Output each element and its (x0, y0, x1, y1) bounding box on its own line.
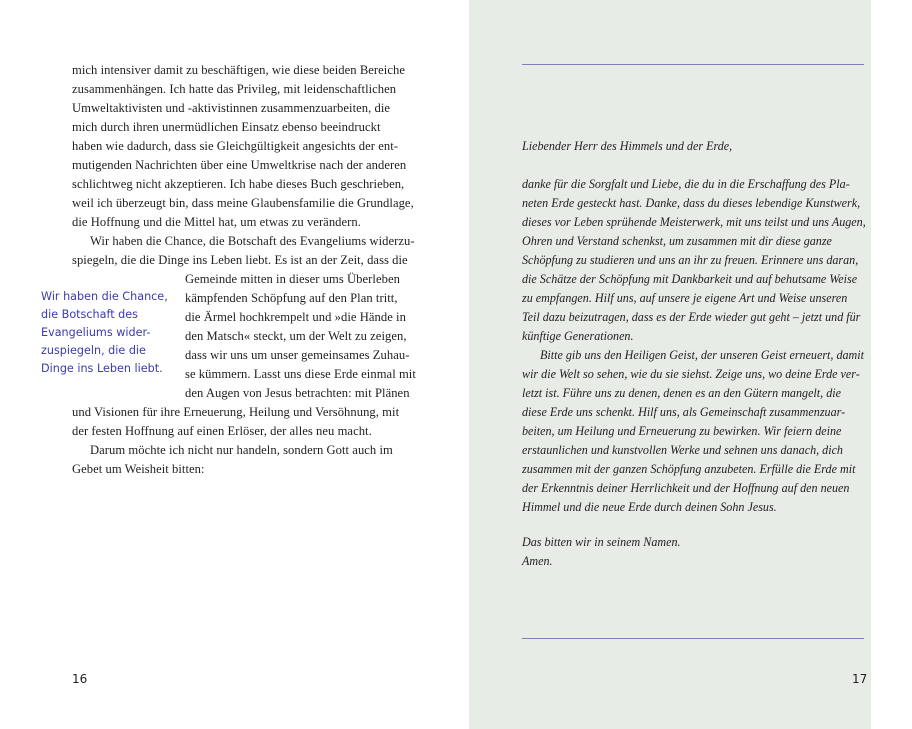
prayer-line: erstaunlichen und kunstvollen Werke und sehnen uns danach, dich (522, 443, 843, 457)
body-line: mutigenden Nachrichten über eine Umweltkrise nach der anderen (72, 158, 407, 172)
body-line: weil ich überzeugt bin, dass meine Glaubensfamilie die Grundlage, (72, 196, 414, 210)
closing-amen: Amen. (522, 554, 553, 568)
prayer-line: Schöpfung zu studieren und uns an ihr zu freuen. Erinnere uns daran, (522, 253, 859, 267)
prayer-line: Bitte gib uns den Heiligen Geist, der unseren Geist erneuert, damit (540, 348, 865, 362)
pull-quote-line: Evangeliums wider- (41, 326, 151, 339)
page-number-left: 16 (72, 672, 88, 686)
prayer-line: zusammen mit der ganzen Schöpfung anzubeten. Erfülle die Erde mit (522, 462, 856, 476)
body-line: se kümmern. Lasst uns diese Erde einmal mit (185, 367, 416, 381)
outer-margin (871, 0, 912, 729)
pull-quote-line: Wir haben die Chance, (41, 290, 168, 303)
prayer-line: diese Erde uns schenkt. Hilf uns, als Gemeinschaft zusammenzuar- (522, 405, 846, 419)
body-line: Darum möchte ich nicht nur handeln, sondern Gott auch im (90, 443, 393, 457)
prayer-line: beiten, um Heilung und Erneuerung zu bewirken. Wir feiern deine (522, 424, 842, 438)
prayer-line: Himmel und die neue Erde durch deinen Sohn Jesus. (522, 500, 777, 514)
prayer-line: danke für die Sorgfalt und Liebe, die du in die Erschaffung des Pla- (522, 177, 850, 191)
top-rule (522, 64, 864, 65)
prayer-line: der Erkenntnis deiner Herrlichkeit und der Hoffnung auf den neuen (522, 481, 850, 495)
prayer-line: Teil dazu beizutragen, dass es der Erde wieder gut geht – jetzt und für (522, 310, 861, 324)
body-line: den Augen von Jesus betrachten: mit Plänen (185, 386, 410, 400)
body-line: Gemeinde mitten in dieser ums Überleben (185, 272, 400, 286)
prayer-line: die Schätze der Schöpfung mit Dankbarkeit und auf behutsame Weise (522, 272, 858, 286)
body-line: und Visionen für ihre Erneuerung, Heilung und Versöhnung, mit (72, 405, 400, 419)
pull-quote (41, 288, 181, 378)
body-line: kämpfenden Schöpfung auf den Plan tritt, (185, 291, 398, 305)
body-line: mich intensiver damit zu beschäftigen, wie diese beiden Bereiche (72, 63, 405, 77)
body-line: die Hoffnung und die Mittel hat, um etwas zu verändern. (72, 215, 361, 229)
body-line: haben wie dadurch, dass sie Gleichgültigkeit angesichts der ent- (72, 139, 398, 153)
bottom-rule (522, 638, 864, 639)
prayer-salutation: Liebender Herr des Himmels und der Erde, (522, 139, 733, 153)
body-line: die Ärmel hochkrempelt und »die Hände in (185, 310, 406, 324)
pull-quote-line: die Botschaft des (41, 308, 138, 321)
body-line: mich durch ihren unermüdlichen Einsatz ebenso beeindruckt (72, 120, 381, 134)
body-line: zusammenhängen. Ich hatte das Privileg, mit leidenschaftlichen (72, 82, 397, 96)
pull-quote-line: zuspiegeln, die die (41, 344, 146, 357)
body-line: der festen Hoffnung auf einen Erlöser, der alles neu macht. (72, 424, 372, 438)
body-line: Wir haben die Chance, die Botschaft des Evangeliums widerzu- (90, 234, 415, 248)
closing-line: Das bitten wir in seinem Namen. (522, 535, 681, 549)
page-number-right: 17 (852, 672, 868, 686)
body-line: den Matsch« steckt, um der Welt zu zeigen, (185, 329, 407, 343)
prayer-line: zu empfangen. Hilf uns, auf unsere je eigene Art und Weise unseren (522, 291, 848, 305)
prayer-line: dieses vor Leben sprühende Meisterwerk, mit uns teilst und uns Augen, (522, 215, 866, 229)
body-line: Umweltaktivisten und -aktivistinnen zusammenzuarbeiten, die (72, 101, 391, 115)
prayer-line: künftige Generationen. (522, 329, 634, 343)
body-line: schlichtweg nicht akzeptieren. Ich habe dieses Buch geschrieben, (72, 177, 405, 191)
body-line: Gebet um Weisheit bitten: (72, 462, 205, 476)
pull-quote-line: Dinge ins Leben liebt. (41, 362, 163, 375)
prayer-line: neten Erde gesteckt hast. Danke, dass du dieses lebendige Kunstwerk, (522, 196, 861, 210)
body-line: spiegeln, die die Dinge ins Leben liebt. Es ist an der Zeit, dass die (72, 253, 408, 267)
prayer-line: wir die Welt so sehen, wie du sie siehst. Zeige uns, wo deine Erde ver- (522, 367, 860, 381)
body-line: dass wir uns um unser gemeinsames Zuhau- (185, 348, 410, 362)
prayer-line: Ohren und Verstand schenkst, um zusammen mit dir diese ganze (522, 234, 832, 248)
prayer-line: letzt ist. Führe uns zu denen, denen es an den Gütern mangelt, die (522, 386, 841, 400)
